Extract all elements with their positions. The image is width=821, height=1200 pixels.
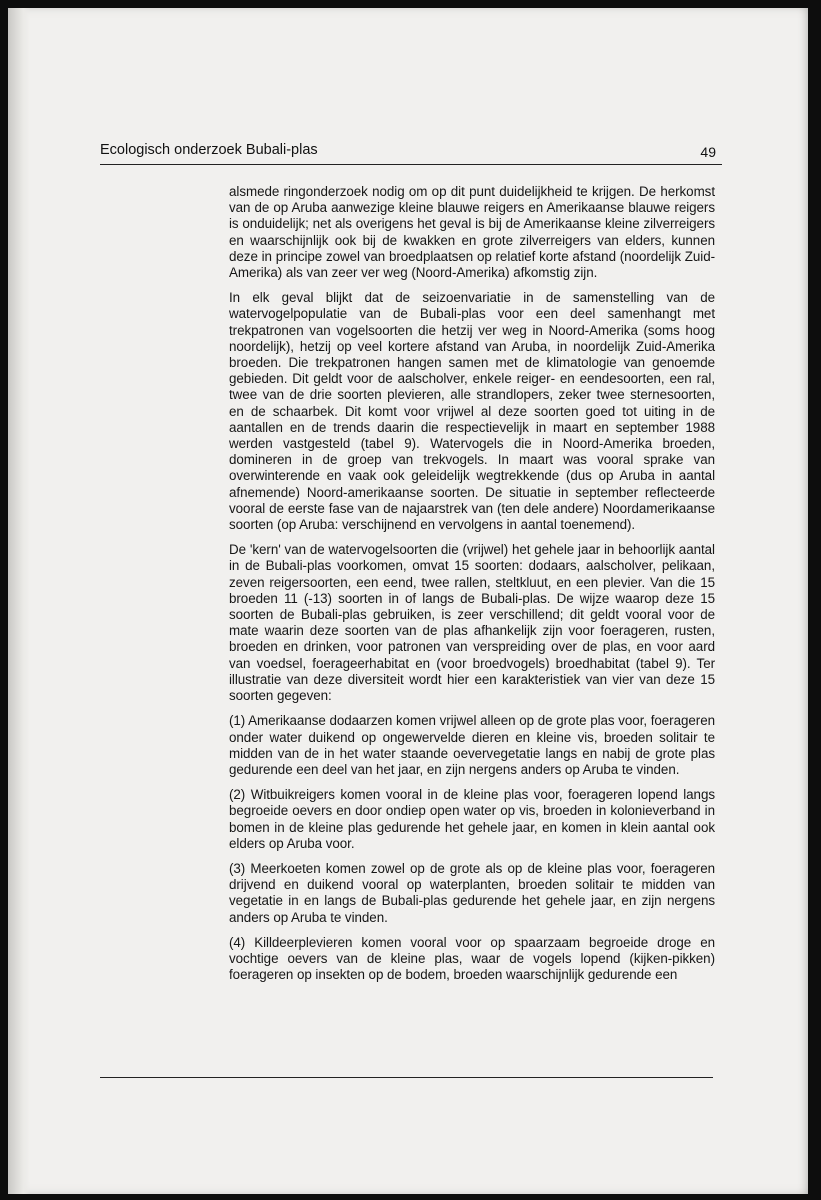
header-title: Ecologisch onderzoek Bubali-plas [100, 142, 318, 158]
footer-rule [100, 1077, 713, 1078]
page-spine-shadow [8, 8, 30, 1194]
paragraph: De 'kern' van de watervogelsoorten die (vrijwel) het gehele jaar in behoorlijk aantal in de Bubali-plas voorkomen, omvat 15 soorten: dodaars, aalscholver, pelikaan, zeven reigersoorten, een eend, twee rallen, steltkluut, en een plevier. Van die 15 broeden 11 (-13) soorten in of langs de Bubali-plas. De wijze waarop deze 15 soorten de Bubali-plas gebruiken, is zeer verschillend; dit geldt vooral voor de mate waarin deze soorten van de plas afhankelijk zijn voor foerageren, rusten, broeden en drinken, voor patronen van verspreiding over de plas, en voor aard van voedsel, foerageerhabitat en (voor broedvogels) broedhabitat (tabel 9). Ter illustratie van deze diversiteit wordt hier een karakteristiek van vier van deze 15 soorten gegeven: [229, 542, 715, 704]
paragraph: alsmede ringonderzoek nodig om op dit punt duidelijkheid te krijgen. De herkomst van de op Aruba aanwezige kleine blauwe reigers en Amerikaanse blauwe reigers is onduidelijk; net als overigens het geval is bij de Amerikaanse kleine zilverreigers en waarschijnlijk ook bij de kwakken en grote zilverreigers van elders, kunnen deze in principe zowel van broedplaatsen op relatief korte afstand (noordelijk Zuid-Amerika) als van zeer ver weg (Noord-Amerika) afkomstig zijn. [229, 184, 715, 281]
paragraph: (3) Meerkoeten komen zowel op de grote als op de kleine plas voor, foerageren drijvend en duikend vooral op waterplanten, broeden solitair te midden van vegetatie in en langs de Bubali-plas gedurende het gehele jaar, en zijn nergens anders op Aruba te vinden. [229, 860, 715, 925]
page-number: 49 [700, 144, 716, 160]
paragraph: (4) Killdeerplevieren komen vooral voor op spaarzaam begroeide droge en vochtige oevers van de kleine plas, waar de vogels lopend (kijken-pikken) foerageren op insekten op de bodem, broeden waarschijnlijk gedurende een [229, 934, 715, 983]
paragraph: In elk geval blijkt dat de seizoenvariatie in de samenstelling van de watervogelpopulatie van de Bubali-plas voor een deel samenhangt met trekpatronen van vogelsoorten die hetzij ver weg in Noord-Amerika (soms hoog noordelijk), hetzij op veel kortere afstand van Aruba, in noordelijk Zuid-Amerika broeden. Die trekpatronen hangen samen met de klimatologie van genoemde gebieden. Dit geldt voor de aalscholver, enkele reiger- en eendesoorten, een ral, twee van de drie soorten plevieren, alle strandlopers, zeker twee sternesoorten, en de schaarbek. Dit komt voor vrijwel al deze soorten goed tot uiting in de aantallen en de trends daarin die respectievelijk in maart en september 1988 werden vastgesteld (tabel 9). Watervogels die in Noord-Amerika broeden, domineren in de groep van trekvogels. In maart was vooral sprake van overwinterende en vaak ook geleidelijk wegtrekkende (dus op Aruba in aantal afnemende) Noord-amerikaanse soorten. De situatie in september reflecteerde vooral de eerste fase van de najaarstrek van (ten dele andere) Noordamerikaanse soorten (op Aruba: verschijnend en vervolgens in aantal toenemend). [229, 290, 715, 533]
paragraph: (2) Witbuikreigers komen vooral in de kleine plas voor, foerageren lopend langs begroeide oevers en door ondiep open water op vis, broeden in kolonieverband in bomen in de kleine plas gedurende het gehele jaar, en komen in klein aantal ook elders op Aruba voor. [229, 787, 715, 851]
document-page [8, 8, 808, 1194]
paragraph: (1) Amerikaanse dodaarzen komen vrijwel alleen op de grote plas voor, foerageren onder water duikend op ongewervelde dieren en kleine vis, broeden solitair te midden van de in het water staande oevervegetatie langs en nabij de grote plas gedurende een deel van het jaar, en zijn nergens anders op Aruba te vinden. [229, 713, 715, 777]
body-text [229, 184, 715, 992]
running-header [100, 140, 722, 165]
